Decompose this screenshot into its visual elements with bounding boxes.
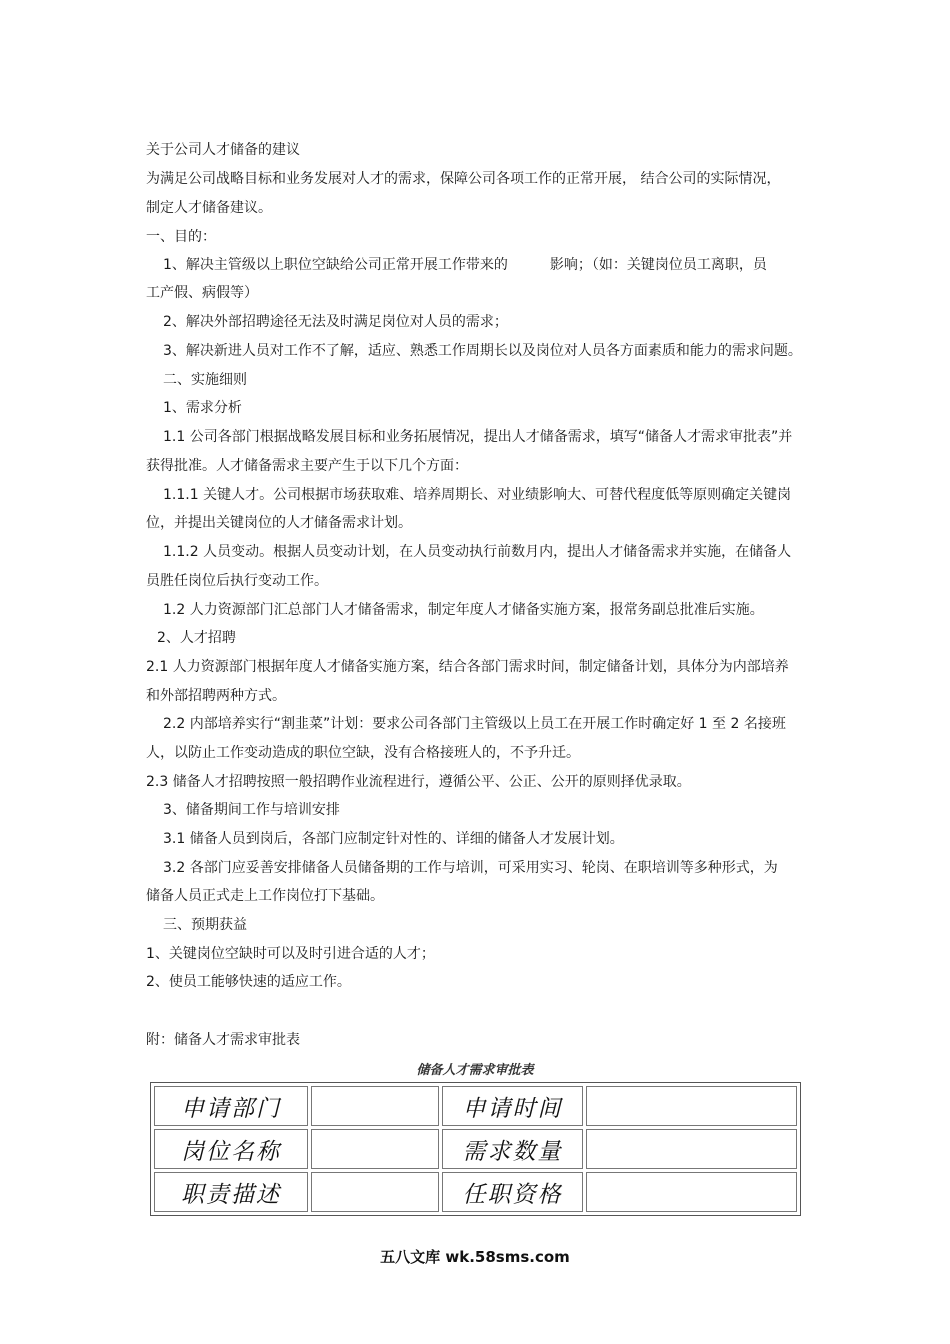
paragraph-line: 1.2 人力资源部门汇总部门人才储备需求，制定年度人才储备实施方案，报常务副总批准后实施。: [163, 602, 764, 618]
paragraph-line: 1.1.1 关键人才。公司根据市场获取难、培养周期长、对业绩影响大、可替代程度低等原则确定关键岗: [163, 487, 792, 503]
paragraph-line: 和外部招聘两种方式。: [146, 688, 286, 704]
table-row: [154, 1172, 797, 1212]
field-value-apply-time: [586, 1086, 797, 1126]
table-row: [154, 1086, 797, 1126]
section-heading: 一、目的：: [146, 229, 216, 245]
field-label-qualifications: 任职资格: [442, 1172, 583, 1212]
paragraph-line: 位，并提出关键岗位的人才储备需求计划。: [146, 515, 412, 531]
paragraph-line: 2、使员工能够快速的适应工作。: [146, 974, 351, 990]
paragraph-line: 2.1 人力资源部门根据年度人才储备实施方案，结合各部门需求时间，制定储备计划，具体分为内部培养: [146, 659, 789, 675]
appendix-note: 附：储备人才需求审批表: [146, 1032, 300, 1048]
subsection-heading: 2、人才招聘: [157, 630, 236, 646]
field-label-position: 岗位名称: [154, 1129, 308, 1169]
paragraph-line: 2.2 内部培养实行“割韭菜”计划：要求公司各部门主管级以上员工在开展工作时确定好 1 至 2 名接班: [163, 716, 786, 732]
subsection-heading: 3、储备期间工作与培训安排: [163, 802, 340, 818]
paragraph-line: 制定人才储备建议。: [146, 200, 272, 216]
section-heading: 三、预期获益: [163, 917, 247, 933]
section-heading: 二、实施细则: [163, 372, 247, 388]
document-title: 关于公司人才储备的建议: [146, 142, 300, 158]
paragraph-line: 3、解决新进人员对工作不了解，适应、熟悉工作周期长以及岗位对人员各方面素质和能力的需求问题。: [163, 343, 802, 359]
field-value-qualifications: [586, 1172, 797, 1212]
paragraph-line: 工产假、病假等）: [146, 285, 258, 301]
paragraph-line: 2.3 储备人才招聘按照一般招聘作业流程进行，遵循公平、公正、公开的原则择优录取。: [146, 774, 691, 790]
footer-watermark: 五八文库 wk.58sms.com: [380, 1248, 570, 1266]
paragraph-line: 1.1.2 人员变动。根据人员变动计划，在人员变动执行前数月内，提出人才储备需求并实施，在储备人: [163, 544, 792, 560]
approval-form-table: [150, 1082, 801, 1216]
field-value-quantity: [586, 1129, 797, 1169]
paragraph-line: 3.2 各部门应妥善安排储备人员储备期的工作与培训，可采用实习、轮岗、在职培训等多种形式，为: [163, 860, 778, 876]
paragraph-line: 获得批准。人才储备需求主要产生于以下几个方面：: [146, 458, 468, 474]
paragraph-line: 人，以防止工作变动造成的职位空缺，没有合格接班人的，不予升迁。: [146, 745, 580, 761]
paragraph-line: 1、关键岗位空缺时可以及时引进合适的人才；: [146, 946, 435, 962]
field-label-apply-time: 申请时间: [442, 1086, 583, 1126]
subsection-heading: 1、需求分析: [163, 400, 242, 416]
form-caption: 储备人才需求审批表: [416, 1063, 534, 1078]
paragraph-line: 2、解决外部招聘途径无法及时满足岗位对人员的需求；: [163, 314, 508, 330]
paragraph-line: 为满足公司战略目标和业务发展对人才的需求，保障公司各项工作的正常开展， 结合公司的实际情况，: [146, 171, 781, 187]
field-value-department: [311, 1086, 439, 1126]
field-value-position: [311, 1129, 439, 1169]
field-label-duties: 职责描述: [154, 1172, 308, 1212]
paragraph-line: 3.1 储备人员到岗后，各部门应制定针对性的、详细的储备人才发展计划。: [163, 831, 624, 847]
paragraph-line: 储备人员正式走上工作岗位打下基础。: [146, 888, 384, 904]
paragraph-line: 员胜任岗位后执行变动工作。: [146, 573, 328, 589]
paragraph-line: 1.1 公司各部门根据战略发展目标和业务拓展情况，提出人才储备需求，填写“储备人才需求审批表”并: [163, 429, 793, 445]
field-label-department: 申请部门: [154, 1086, 308, 1126]
field-label-quantity: 需求数量: [442, 1129, 583, 1169]
paragraph-line: 1、解决主管级以上职位空缺给公司正常开展工作带来的 影响；（如：关键岗位员工离职，员: [163, 257, 767, 273]
field-value-duties: [311, 1172, 439, 1212]
table-row: [154, 1129, 797, 1169]
